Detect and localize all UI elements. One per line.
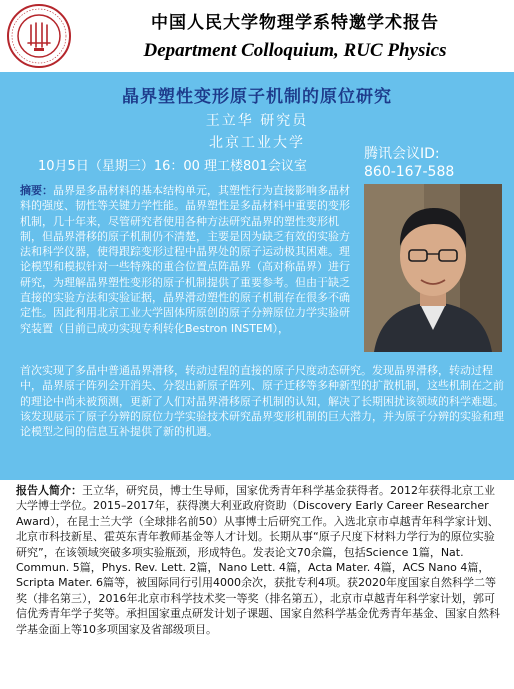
bio-label: 报告人简介： bbox=[16, 484, 82, 497]
speaker-bio bbox=[16, 483, 502, 637]
abstract-text-wide: 首次实现了多晶中普通晶界滑移，转动过程的直接的原子尺度动态研究。发现晶界滑移，转动过程中，晶界原子阵列会开消失、分裂出新原子阵列、原子迁移等多种新型的扩散机制，这些机制在之前的理论中尚未被预测，更新了人们对晶界滑移原子机制的认知，解决了长期困扰该领域的科学难题。该发现展示了原子分辨的原位力学实验技术研究晶界变形机制的巨大潜力，并为原子分辨的实验和理论模型之间的信息互补提供了新的机遇。 bbox=[20, 364, 504, 439]
speaker-photo bbox=[364, 184, 502, 352]
bio-text: 王立华，研究员，博士生导师，国家优秀青年科学基金获得者。2012年获得北京工业大学博士学位。2015–2017年，获得澳大利亚政府资助（Discovery Early Career Researcher Award），在昆士兰大学（全球排名前50）从事博士后研究工作。入选北京市卓越青年科学家计划、北京市科技新星、霍英东青年教师基金等人才计划。长期从事“原子尺度下材料力学行为的原位实验研究”，在该领域突破多项实验瓶颈，形成特色。发表论文70余篇，包括Science 1篇，Nat. Commun. 5篇，Phys. Rev. Lett. 2篇，Nano Lett. 4篇，Acta Mater. 4篇，ACS Nano 4篇，Scripta Mater. 6篇等，被国际同行引用4000余次，获批专利4项。获2020年度国家自然科学二等奖（排名第三），2016年北京市科学技术奖一等奖（排名第五），北京市卓越青年科学家计划，郭可信优秀青年学子奖等。承担国家重点研发计划子课题、国家自然科学基金优秀青年基金、国家自然科学基金面上等10多项国家及省部级项目。 bbox=[16, 484, 500, 636]
poster-title-en: Department Colloquium, RUC Physics bbox=[143, 40, 447, 61]
talk-title: 晶界塑性变形原子机制的原位研究 bbox=[122, 87, 392, 107]
abstract-label: 摘要： bbox=[20, 184, 53, 197]
tencent-label: 腾讯会议ID: bbox=[364, 146, 440, 162]
time-place: 10月5日（星期三）16：00 理工楼801会议室 bbox=[38, 159, 307, 174]
university-seal-logo bbox=[6, 3, 72, 69]
header bbox=[0, 0, 514, 72]
tencent-meeting bbox=[364, 145, 454, 181]
poster-title-cn: 中国人民大学物理学系特邀学术报告 bbox=[151, 13, 439, 33]
abstract-top bbox=[20, 183, 358, 336]
speaker-name: 王立华 研究员 bbox=[205, 113, 309, 129]
abstract-text-top: 晶界是多晶材料的基本结构单元，其塑性行为直接影响多晶材料的强度、韧性等关键力学性能。晶界塑性是多晶材料中重要的变形机制，几十年来，尽管研究者使用各种方法研究晶界的塑性变形机制，但晶界滑移的原子机制仍不清楚，主要是因为缺乏有效的实验方法和科学仪器，使得跟踪变形过程中晶界处的原子运动极其困难。理论模型和模拟针对一些特殊的重合位置点阵晶界（高对称晶界）进行研究，为理解晶界塑性变形的原子机制提供了重要参考。但由于缺乏直接的实验方法和实验证据，晶界滑动塑性的原子机制存在很多不确定性。因此利用北京工业大学固体所原创的原子分辨原位力学实验研究装置（目前已成功实现专利转化Bestron INSTEM）， bbox=[20, 184, 350, 335]
speaker-affiliation: 北京工业大学 bbox=[209, 135, 305, 151]
tencent-id[interactable]: 860-167-588 bbox=[364, 164, 455, 180]
